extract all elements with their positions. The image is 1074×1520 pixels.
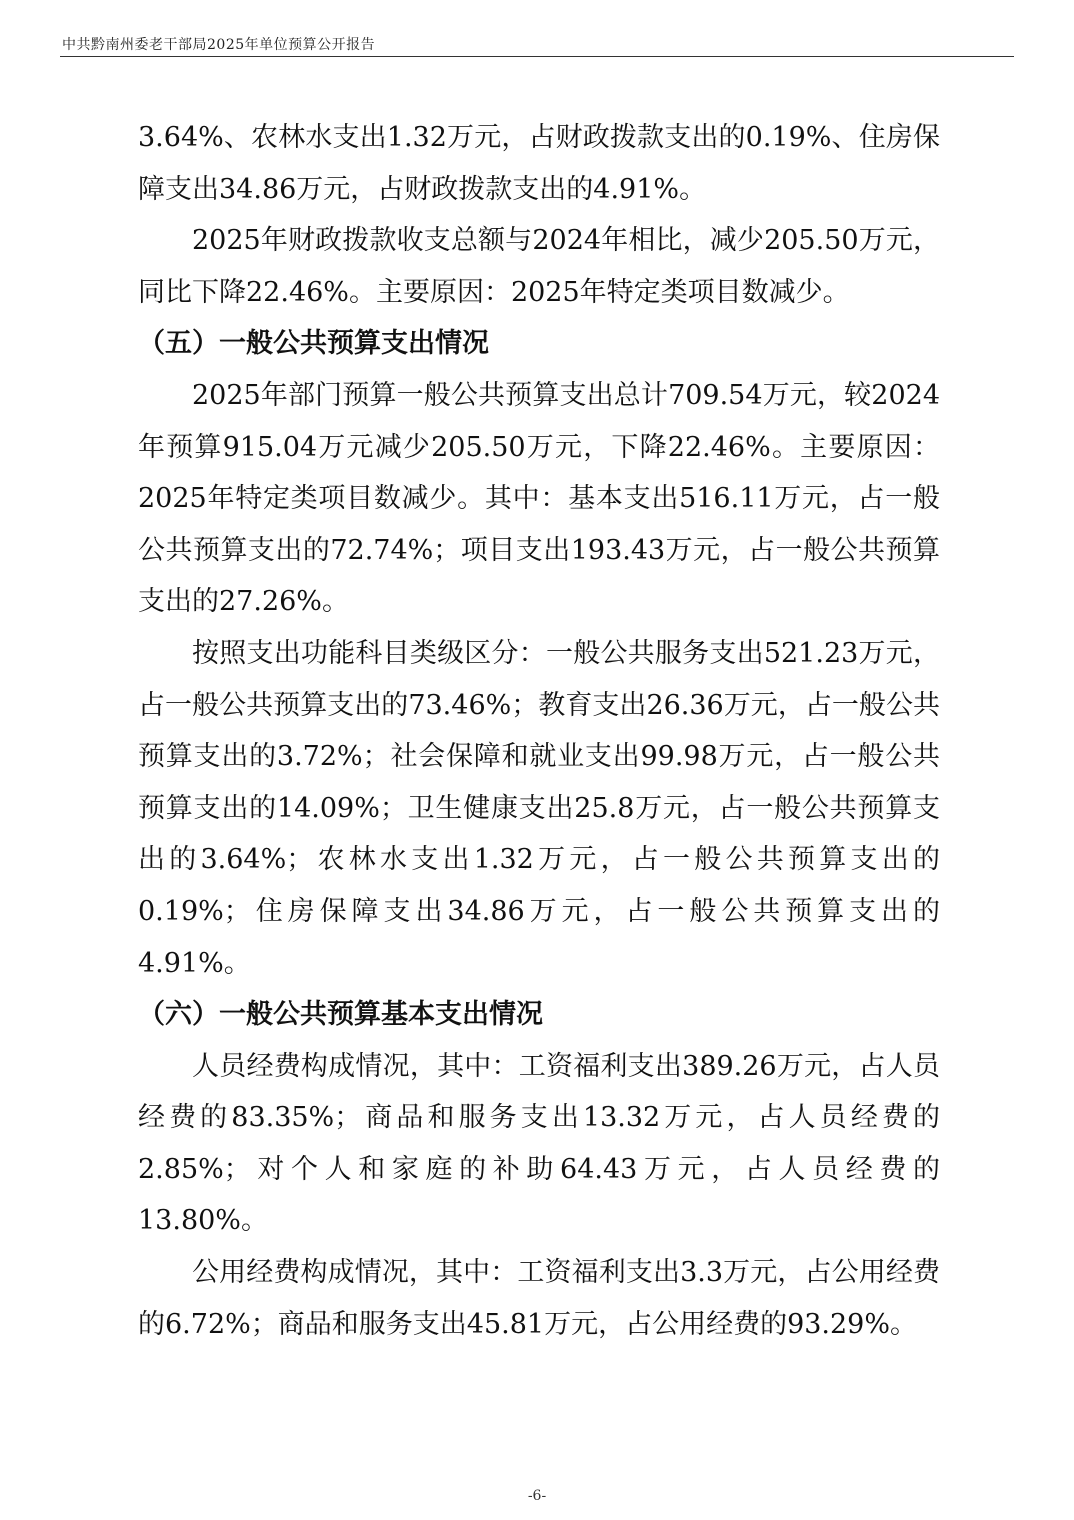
paragraph-total-comparison: 2025年财政拨款收支总额与2024年相比，减少205.50万元，同比下降22.46%。主要原因：2025年特定类项目数减少。	[138, 225, 940, 308]
running-header: 中共黔南州委老干部局2025年单位预算公开报告	[62, 37, 376, 53]
page-number: -6-	[527, 1488, 547, 1504]
paragraph-continued-expenditure: 3.64%、农林水支出1.32万元，占财政拨款支出的0.19%、住房保障支出34.86万元，占财政拨款支出的4.91%。	[138, 122, 940, 205]
document-body	[138, 112, 940, 1350]
section-heading-6: （六）一般公共预算基本支出情况	[138, 999, 543, 1031]
paragraph-general-budget-total: 2025年部门预算一般公共预算支出总计709.54万元，较2024年预算915.04万元减少205.50万元，下降22.46%。主要原因：2025年特定类项目数减少。其中：基本支出516.11万元，占一般公共预算支出的72.74%；项目支出193.43万元，占一般公共预算支出的27.26%。	[138, 379, 940, 618]
paragraph-functional-classification: 按照支出功能科目类级区分：一般公共服务支出521.23万元，占一般公共预算支出的73.46%；教育支出26.36万元，占一般公共预算支出的3.72%；社会保障和就业支出99.98万元，占一般公共预算支出的14.09%；卫生健康支出25.8万元，占一般公共预算支出的3.64%；农林水支出1.32万元，占一般公共预算支出的0.19%；住房保障支出34.86万元，占一般公共预算支出的4.91%。	[138, 637, 940, 979]
paragraph-public-expenses: 公用经费构成情况，其中：工资福利支出3.3万元，占公用经费的6.72%；商品和服务支出45.81万元，占公用经费的93.29%。	[138, 1257, 940, 1340]
section-heading-5: （五）一般公共预算支出情况	[138, 328, 489, 360]
paragraph-personnel-expenses: 人员经费构成情况，其中：工资福利支出389.26万元，占人员经费的83.35%；商品和服务支出13.32万元，占人员经费的2.85%；对个人和家庭的补助64.43万元，占人员经费的13.80%。	[138, 1050, 940, 1237]
header-rule	[60, 56, 1014, 57]
